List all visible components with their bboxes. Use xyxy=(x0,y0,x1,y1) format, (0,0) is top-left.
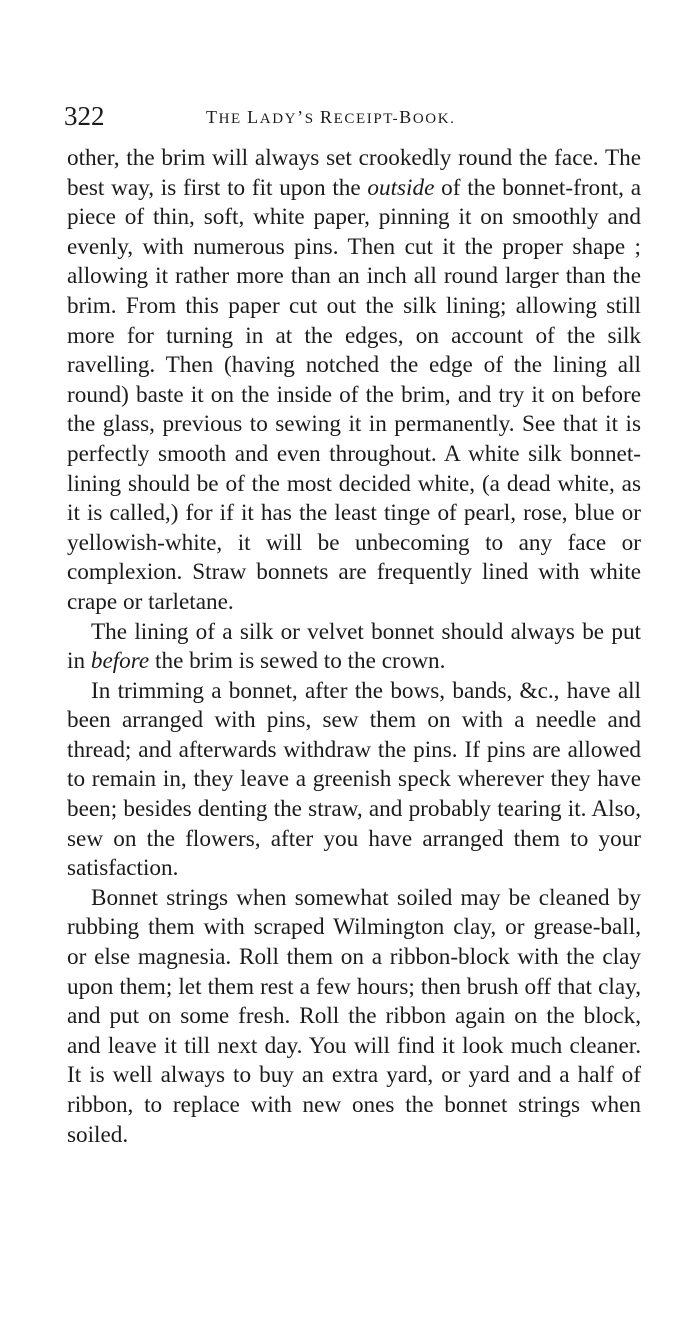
running-head xyxy=(64,100,642,132)
page-number: 322 xyxy=(64,101,105,131)
running-title-part: T xyxy=(206,107,219,127)
body-text xyxy=(67,144,641,1150)
paragraph-silk-velvet-lining xyxy=(67,618,641,677)
italic-emphasis: before xyxy=(90,648,150,675)
running-title-part: B xyxy=(399,107,413,127)
running-title-part: S xyxy=(304,111,320,127)
paragraph-brim-lining xyxy=(67,144,641,618)
running-title-part: OOK. xyxy=(412,111,456,127)
paragraph-trimming: In trimming a bonnet, after the bows, bands, &c., have all been arranged with pins, sew them on with a needle and thread; and afterwards withdraw the pins. If pins are allowed to remain in, they leave a greenish speck wherever they have been; besides denting the straw, and probably tearing it. Also, sew on the flowers, after you have arranged them to your satisfaction. xyxy=(67,677,641,882)
running-title-part: HE xyxy=(218,111,248,127)
paragraph-text: other, the brim will always set crookedly round the face. The best way, is first to fit upon the xyxy=(67,145,641,201)
paragraph-bonnet-strings: Bonnet strings when somewhat soiled may be cleaned by rubbing them with scraped Wilmington clay, or grease-ball, or else magnesia. Roll them on a ribbon-block with the clay upon them; let them rest a few hours; then brush off that clay, and put on some fresh. Roll the ribbon again on the block, and leave it till next day. You will find it look much cleaner. It is well always to buy an extra yard, or yard and a half of ribbon, to replace with new ones the bonnet strings when soiled. xyxy=(67,884,641,1148)
paragraph-text: The lining of a silk or velvet bonnet should always be put in xyxy=(67,618,641,675)
running-title-part: R xyxy=(319,107,334,127)
running-title-part: ’ xyxy=(297,107,305,127)
running-title-part: ECEIPT- xyxy=(333,111,400,127)
italic-emphasis: outside xyxy=(367,174,435,201)
running-title-part: ADY xyxy=(259,111,298,127)
paragraph-text: of the bonnet-front, a piece of thin, soft, white paper, pinning it on smoothly and evenly, with numerous pins. Then cut it the proper shape ; allowing it rather more than an inch all round larger than the brim. From this paper cut out the silk lining; allowing still more for turning in at the edges, on account of the silk ravelling. Then (having notched the edge of the lining all round) baste it on the inside of the brim, and try it on before the glass, previous to sewing it in permanently. See that it is perfectly smooth and even throughout. A white silk bonnet-lining should be of the most decided white, (a dead white, as it is called,) for if it has the least tinge of pearl, rose, blue or yellowish-white, it will be unbecoming to any face or complexion. Straw bonnets are frequently lined with white crape or tarletane. xyxy=(67,174,642,615)
running-title xyxy=(206,105,456,131)
running-title-part: L xyxy=(247,107,260,127)
paragraph-text: the brim is sewed to the crown. xyxy=(149,648,446,675)
